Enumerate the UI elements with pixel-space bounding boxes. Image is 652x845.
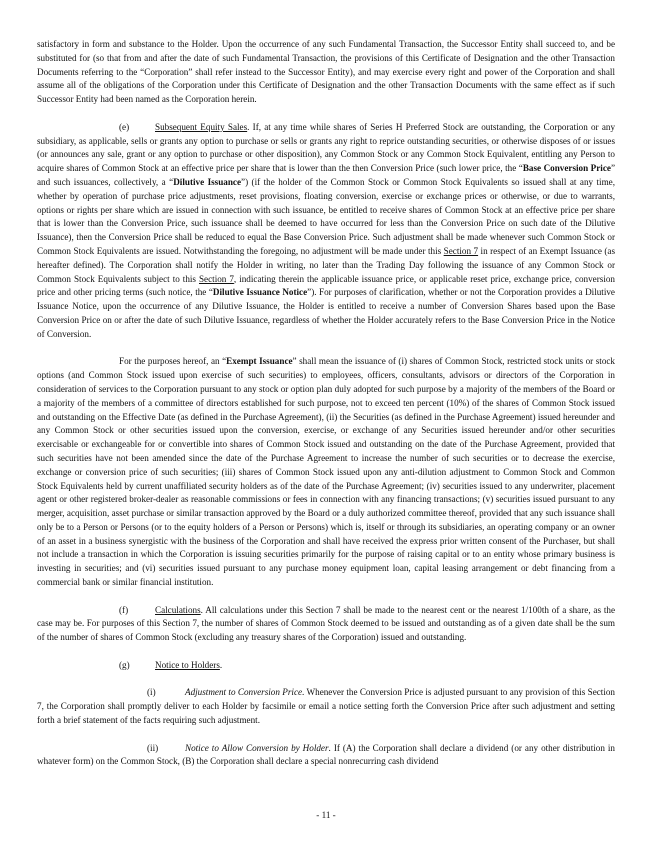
defined-term-base-conversion-price: Base Conversion Price (522, 163, 611, 174)
section-g-ii-notice-to-allow-conversion: (ii) Notice to Allow Conversion by Holder. If (A) the Corporation shall declare a dividend (or any other distribution in whatever form) on the Common Stock, (B) the Corporation shall declare a special nonrecurring cash dividend (37, 742, 615, 767)
section-g-i-adjustment-to-conversion-price: (i) Adjustment to Conversion Price. Whenever the Conversion Price is adjusted pursuant to any provision of this Section 7, the Corporation shall promptly deliver to each Holder by facsimile or email a notice setting forth the Conversion Price after such adjustment and setting forth a brief statement of the facts requiring such adjustment. (37, 687, 615, 726)
section-f-calculations: (f) Calculations. All calculations under this Section 7 shall be made to the nearest cent or the nearest 1/100th of a share, as the case may be. For purposes of this Section 7, the number of shares of Common Stock deemed to be issued and outstanding as of a given date shall be the sum of the number of shares of Common Stock (excluding any treasury shares of the Corporation) issued and outstanding. (37, 604, 615, 643)
section-e-heading: Subsequent Equity Sales (155, 121, 248, 132)
defined-term-dilutive-issuance-notice: Dilutive Issuance Notice (212, 287, 308, 298)
paragraph-exempt-issuance: For the purposes hereof, an “Exempt Issuance” shall mean the issuance of (i) shares of Common Stock, restricted stock units or stock options (and Common Stock issued upon exercise of such securities) to employees, officers, consultants, advisors or directors of the Corporation in consideration of services to the Corporation pursuant to any stock or option plan duly adopted for such purpose by a majority of the members of the Board or a majority of the members of a committee of directors established for such purpose, not to exceed ten percent (10%) of the shares of Common Stock issued and outstanding on the Effective Date (as defined in the Purchase Agreement), (ii) the Securities (as defined in the Purchase Agreement) issued hereunder and any Common Stock or other securities issued upon the conversion, exercise, or exchange of any Securities issued hereunder and/or other securities exercisable or exchangeable for or convertible into shares of Common Stock issued and outstanding on the date of the Purchase Agreement, provided that such securities have not been amended since the date of the Purchase Agreement to increase the number of such securities or to decrease the exercise, exchange or conversion price of such securities; (iii) shares of Common Stock issued upon any anti-dilution adjustment to Common Stock and Common Stock Equivalents held by current unaffiliated security holders as of the date of the Purchase Agreement; (iv) securities issued to any underwriter, placement agent or other registered broker-dealer as reasonable commissions or fees in connection with any financing transactions; (v) securities issued pursuant to any merger, acquisition, asset purchase or similar transaction approved by the Board or a duly authorized committee thereof, provided that any such issuance shall only be to a Person or Persons (or to the equity holders of a Person or Persons) which is, itself or through its subsidiaries, an operating company or an owner of an asset in a business synergistic with the business of the Corporation and shall have received the express prior written consent of the Purchaser, but shall not include a transaction in which the Corporation is issuing securities primarily for the purpose of raising capital or to an entity whose primary business is investing in securities; and (vi) securities issued pursuant to any purchase money equipment loan, capital leasing arrangement or debt financing from a commercial bank or similar financial institution. (37, 356, 615, 588)
section-f-label: (f) (119, 604, 129, 615)
page-number: - 11 - (316, 810, 336, 820)
section-g-label: (g) (119, 659, 130, 670)
section-7-reference: Section 7 (198, 273, 234, 284)
defined-term-exempt-issuance: Exempt Issuance (226, 356, 293, 367)
section-g-i-heading: Adjustment to Conversion Price (185, 687, 303, 698)
paragraph-carryover: satisfactory in form and substance to the Holder. Upon the occurrence of any such Fundamental Transaction, the Successor Entity shall succeed to, and be substituted for (so that from and after the date of such Fundamental Transaction, the provisions of this Certificate of Designation and the other Transaction Documents referring to the “Corporation” shall refer instead to the Successor Entity), and may exercise every right and power of the Corporation and shall assume all of the obligations of the Corporation under this Certificate of Designation and the other Transaction Documents with the same effect as if such Successor Entity had been named as the Corporation herein. (37, 39, 615, 105)
section-7-reference: Section 7 (443, 245, 479, 256)
section-g-ii-label: (ii) (147, 742, 159, 753)
document-page (37, 38, 615, 769)
section-g-notice-to-holders: (g) Notice to Holders. (37, 659, 615, 673)
section-g-heading: Notice to Holders (155, 659, 220, 670)
section-e-subsequent-equity-sales: (e) Subsequent Equity Sales. If, at any time while shares of Series H Preferred Stock are outstanding, the Corporation or any subsidiary, as applicable, sells or grants any option to purchase or sells or grants any right to reprice outstanding securities, or otherwise disposes of or issues (or announces any sale, grant or any option to purchase or other disposition), any Common Stock or any Common Stock Equivalent, entitling any Person to acquire shares of Common Stock at an effective price per share that is lower than the then Conversion Price (such lower price, the “Base Conversion Price” and such issuances, collectively, a “Dilutive Issuance”) (if the holder of the Common Stock or Common Stock Equivalents so issued shall at any time, whether by operation of purchase price adjustments, reset provisions, floating conversion, exercise or exchange prices or otherwise, or due to warrants, options or rights per share which are issued in connection with such issuance, be entitled to receive shares of Common Stock at an effective price per share that is lower than the Conversion Price, such issuance shall be deemed to have occurred for less than the Conversion Price on such date of the Dilutive Issuance), then the Conversion Price shall be reduced to equal the Base Conversion Price. Such adjustment shall be made whenever such Common Stock or Common Stock Equivalents are issued. Notwithstanding the foregoing, no adjustment will be made under this Section 7 in respect of an Exempt Issuance (as hereafter defined). The Corporation shall notify the Holder in writing, no later than the Trading Day following the issuance of any Common Stock or Common Stock Equivalents subject to this Section 7, indicating therein the applicable issuance price, or applicable reset price, exchange price, conversion price and other pricing terms (such notice, the “Dilutive Issuance Notice”). For purposes of clarification, whether or not the Corporation provides a Dilutive Issuance Notice, upon the occurrence of any Dilutive Issuance, the Holder is entitled to receive a number of Conversion Shares based upon the Base Conversion Price on or after the date of such Dilutive Issuance, regardless of whether the Holder accurately refers to the Base Conversion Price in the Notice of Conversion. (37, 121, 616, 339)
section-g-i-label: (i) (147, 687, 156, 698)
defined-term-dilutive-issuance: Dilutive Issuance (173, 176, 242, 187)
section-f-heading: Calculations (155, 604, 201, 615)
section-g-ii-heading: Notice to Allow Conversion by Holder (185, 742, 329, 753)
section-e-label: (e) (119, 121, 130, 132)
